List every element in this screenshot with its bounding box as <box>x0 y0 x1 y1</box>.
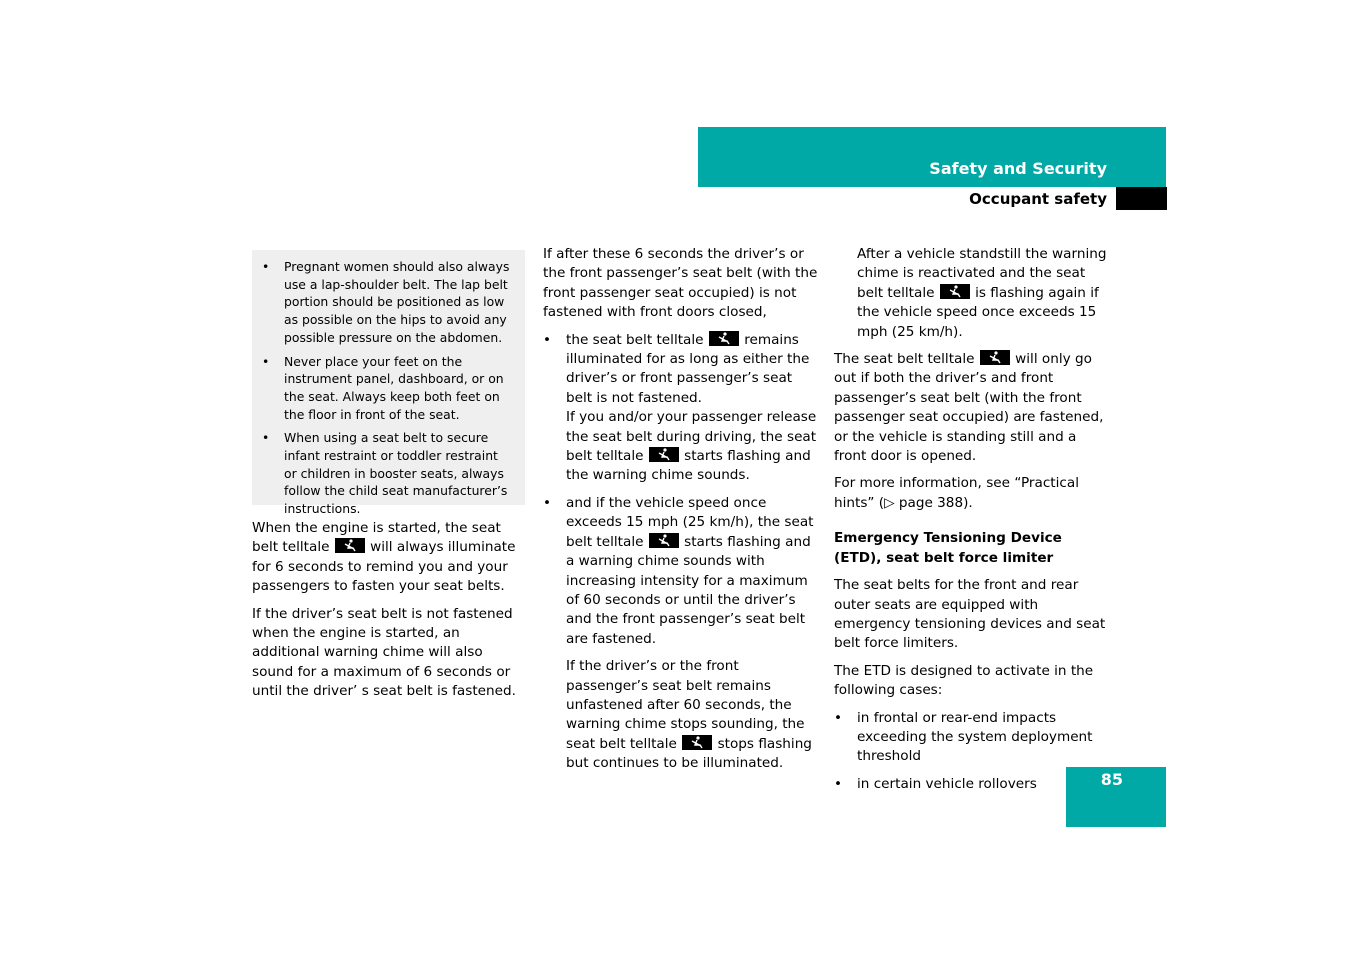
warning-box <box>252 250 525 517</box>
text: in frontal or rear-end impacts exceeding the system deployment threshold <box>857 709 1093 765</box>
bullet-icon: • <box>262 430 270 446</box>
bullet-icon: • <box>262 259 270 274</box>
seat-belt-telltale-icon <box>940 284 970 299</box>
seat-belt-telltale-icon <box>649 447 679 462</box>
text: the seat belt telltale <box>566 331 704 348</box>
paragraph <box>252 519 527 597</box>
text: remains illuminated for as long as either the driver’s or front passenger’s seat belt is not fastened. <box>566 331 810 406</box>
text: For more information, see “Practical hints” ( <box>834 475 1079 511</box>
text: If you and/or your passenger release the seat belt during driving, the seat belt telltale <box>566 409 817 465</box>
paragraph <box>543 657 818 773</box>
paragraph: If after these 6 seconds the driver’s or the front passenger’s seat belt (with the front passenger seat occupied) is not fastened with front doors closed, <box>543 246 818 321</box>
text: The seat belt telltale <box>834 351 975 368</box>
column-1 <box>252 519 527 710</box>
page-number: 85 <box>1100 770 1123 789</box>
bullet-icon: • <box>834 709 843 726</box>
text: After a vehicle standstill the warning chime is reactivated and the seat belt telltale <box>857 246 1107 301</box>
paragraph <box>834 245 1110 342</box>
warning-list <box>252 250 525 518</box>
paragraph <box>834 350 1110 466</box>
subsection-title: Occupant safety <box>969 190 1107 208</box>
section-title: Safety and Security <box>929 159 1107 178</box>
text: If the driver’s or the front passenger’s seat belt remains unfastened after 60 seconds, the warning chime stops sounding, the seat belt telltale <box>566 658 805 752</box>
paragraph: The ETD is designed to activate in the following cases: <box>834 662 1094 699</box>
text: starts flashing and the warning chime sounds. <box>566 448 811 484</box>
warning-item <box>262 429 513 518</box>
subsection-marker <box>1116 187 1167 210</box>
text: and if the vehicle speed once exceeds 15 mph (25 km/h), the seat belt telltale <box>566 494 814 550</box>
warning-text: When using a seat belt to secure infant restraint or toddler restraint or children in booster seats, always follow the child seat manufacturer’s instructions. <box>284 430 508 517</box>
text: starts flashing and a warning chime sounds with increasing intensity for a maximum of 60 seconds or until the driver’s and the front passenger’s seat belt are fastened. <box>566 533 811 647</box>
bullet-icon: • <box>834 775 843 792</box>
bullet-icon: • <box>543 494 552 511</box>
paragraph: If the driver’s seat belt is not fastened when the engine is started, an additional warning chime will also sound for a maximum of 6 seconds or until the driver’ s seat belt is fastened. <box>252 605 516 700</box>
paragraph <box>834 474 1110 513</box>
text: stops flashing but continues to be illuminated. <box>566 735 812 772</box>
section-heading: Emergency Tensioning Device (ETD), seat belt force limiter <box>834 530 1062 566</box>
list-item <box>543 331 818 486</box>
seat-belt-telltale-icon <box>682 735 712 750</box>
column-2 <box>543 245 818 782</box>
seat-belt-telltale-icon <box>709 331 739 346</box>
text: is flashing again if the vehicle speed once exceeds 15 mph (25 km/h). <box>857 284 1099 340</box>
page-reference-link[interactable]: page 388). <box>898 494 973 511</box>
warning-item <box>262 353 513 424</box>
warning-text: Never place your feet on the instrument panel, dashboard, or on the seat. Always keep both feet on the floor in front of the seat. <box>284 353 504 422</box>
bullet-icon: • <box>543 331 552 348</box>
text: will only go out if both the driver’s and front passenger’s seat belt (with the front passenger seat occupied) are fastened, or the vehicle is standing still and a front door is opened. <box>834 351 1104 465</box>
header-band <box>698 127 1166 187</box>
seat-belt-telltale-icon <box>980 350 1010 365</box>
warning-text: Pregnant women should also always use a lap-shoulder belt. The lap belt portion should be positioned as low as possible on the hips to avoid any possible pressure on the abdomen. <box>284 259 510 345</box>
paragraph: The seat belts for the front and rear outer seats are equipped with emergency tensioning devices and seat belt force limiters. <box>834 577 1106 652</box>
list-item <box>543 494 818 649</box>
text: When the engine is started, the seat belt telltale <box>252 520 501 556</box>
column-3 <box>834 245 1110 802</box>
bullet-icon: • <box>262 353 270 369</box>
list-item <box>834 709 1110 767</box>
text: will always illuminate for 6 seconds to remind you and your passengers to fasten your seat belts. <box>252 539 516 595</box>
warning-item <box>262 258 513 347</box>
seat-belt-telltale-icon <box>335 538 365 553</box>
text: in certain vehicle rollovers <box>857 775 1037 792</box>
triangle-ref-icon: ▷ <box>884 494 895 511</box>
bullet-list <box>543 331 818 650</box>
seat-belt-telltale-icon <box>649 533 679 548</box>
